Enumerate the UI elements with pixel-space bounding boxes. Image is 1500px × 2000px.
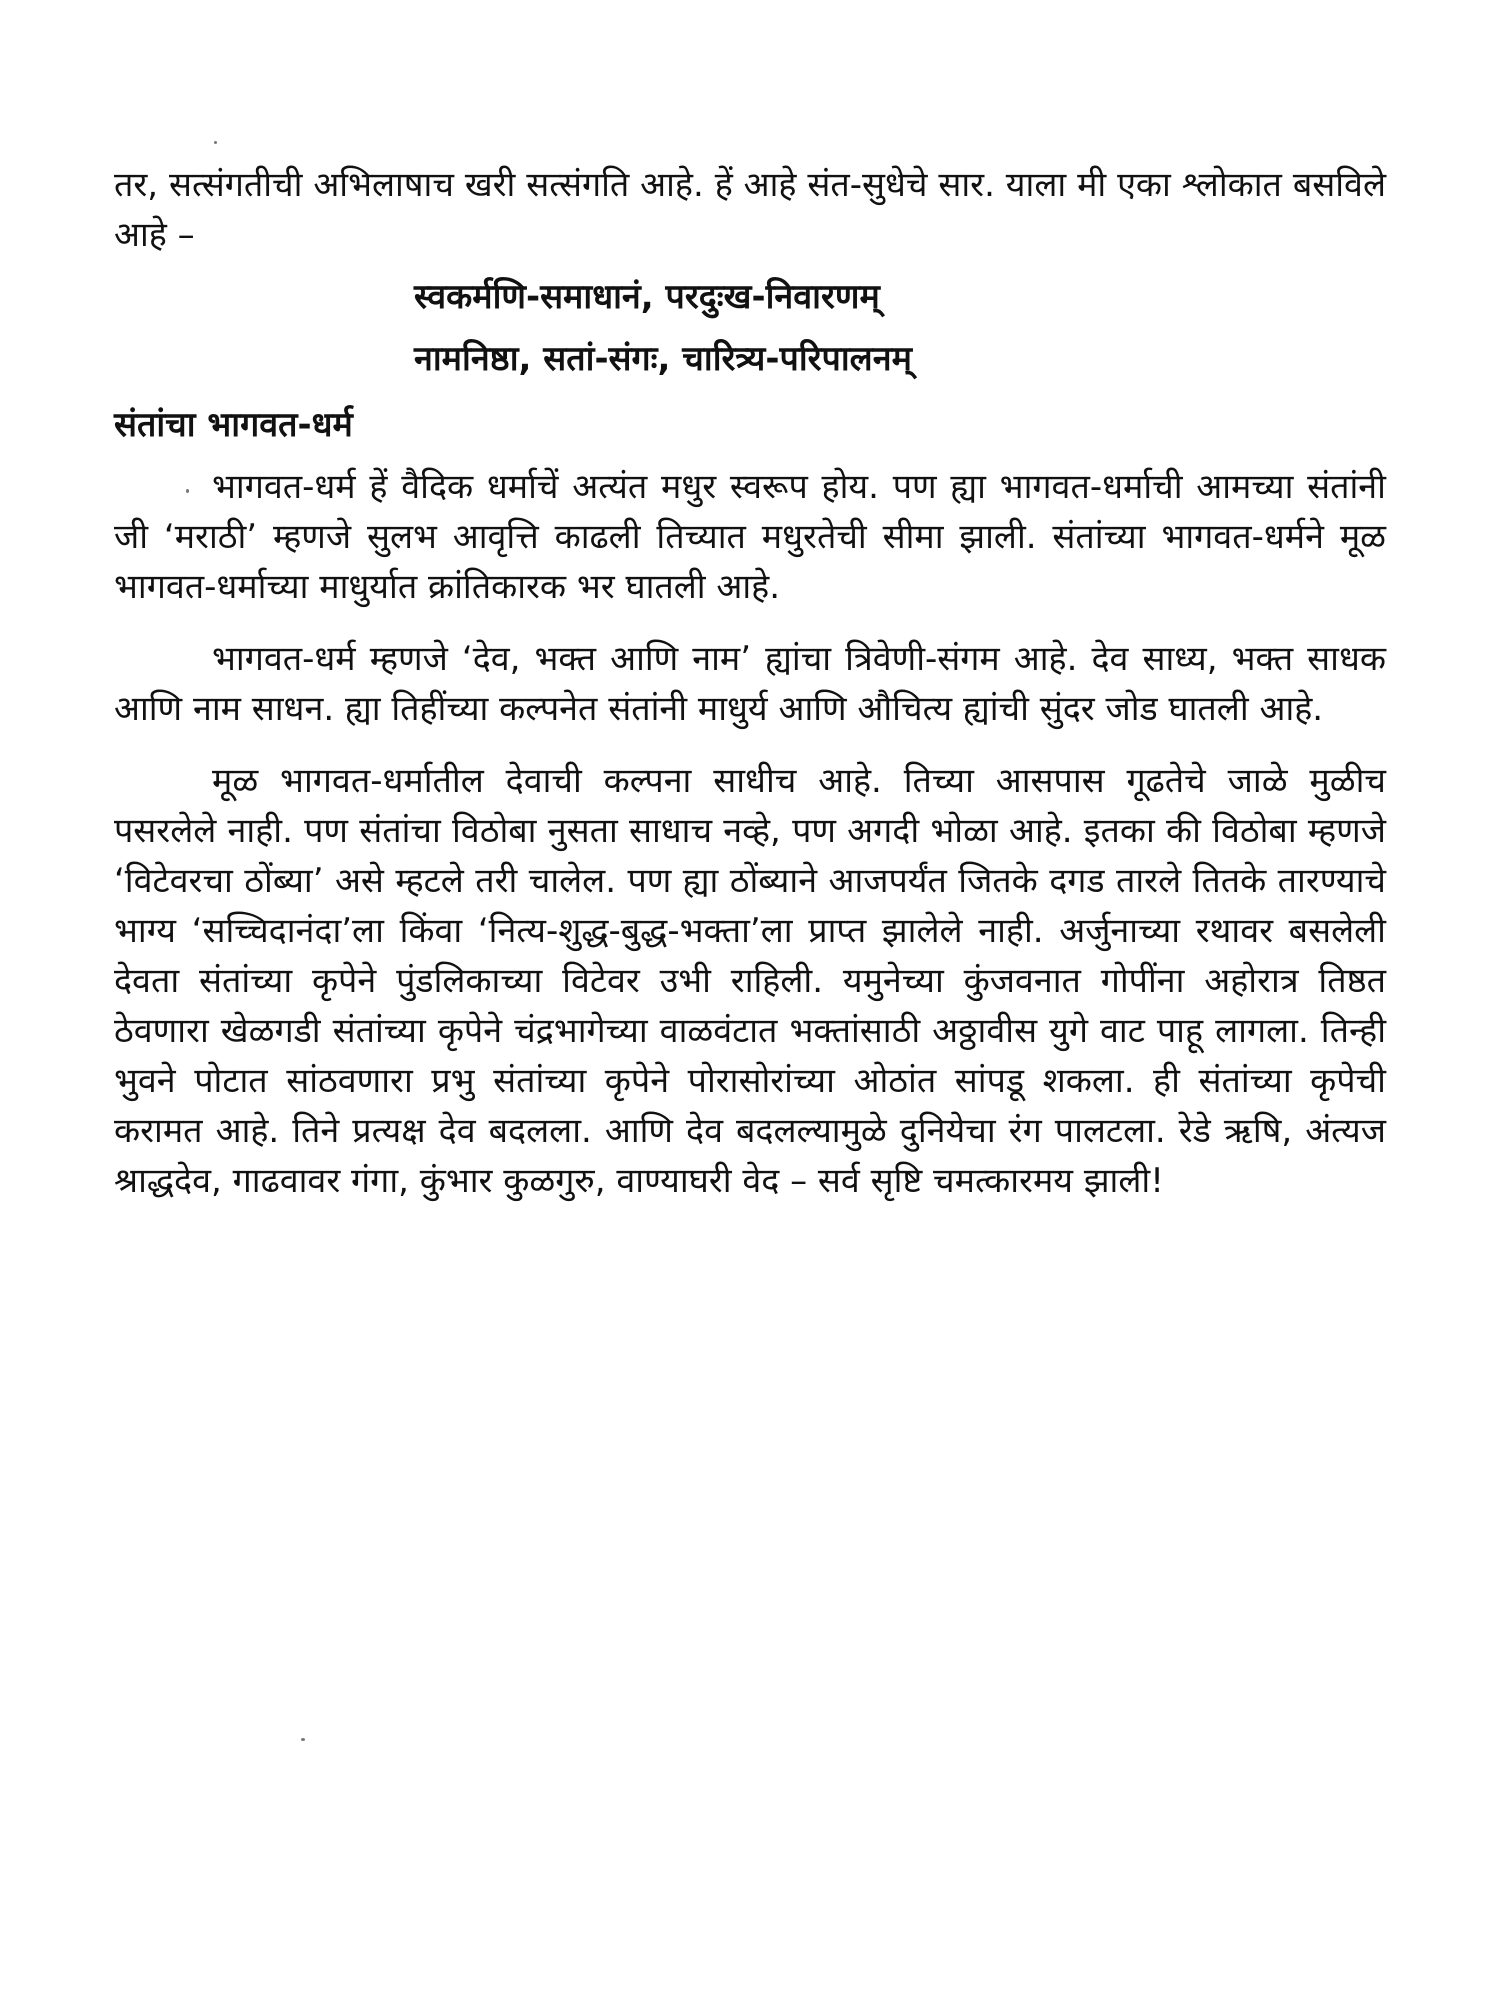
paragraph-gap — [114, 612, 1386, 634]
paragraph-gap — [114, 734, 1386, 756]
scan-speck — [301, 1738, 305, 1741]
intro-paragraph: तर, सत्संगतीची अभिलाषाच खरी सत्संगति आहे. हें आहे संत-सुधेचे सार. याला मी एका श्लोकात बसविले आहे – — [114, 165, 1386, 255]
sanskrit-verse — [114, 266, 1386, 390]
paragraph-3: मूळ भागवत-धर्मातील देवाची कल्पना साधीच आहे. तिच्या आसपास गूढतेचे जाळे मुळीच पसरलेले नाही. पण संतांचा विठोबा नुसता साधाच नव्हे, पण अगदी भोळा आहे. इतका की विठोबा म्हणजे ‘विटेवरचा ठोंब्या’ असे म्हटले तरी चालेल. पण ह्या ठोंब्याने आजपर्यंत जितके दगड तारले तितके तारण्याचे भाग्य ‘सच्चिदानंदा’ला किंवा ‘नित्य-शुद्ध-बुद्ध-भक्ता’ला प्राप्त झालेले नाही. अर्जुनाच्या रथावर बसलेली देवता संतांच्या कृपेने पुंडलिकाच्या विटेवर उभी राहिली. यमुनेच्या कुंजवनात गोपींना अहोरात्र तिष्ठत ठेवणारा खेळगडी संतांच्या कृपेने चंद्रभागेच्या वाळवंटात भक्तांसाठी अठ्ठावीस युगे वाट पाहू लागला. तिन्ही भुवने पोटात सांठवणारा प्रभु संतांच्या कृपेने पोरासोरांच्या ओठांत सांपडू शकला. ही संतांच्या कृपेची करामत आहे. तिने प्रत्यक्ष देव बदलला. आणि देव बदलल्यामुळे दुनियेचा रंग पालटला. रेडे ऋषि, अंत्यज श्राद्धदेव, गाढवावर गंगा, कुंभार कुळगुरु, वाण्याघरी वेद – सर्व सृष्टि चमत्कारमय झाली! — [114, 761, 1386, 1201]
verse-line-2: नामनिष्ठा, सतां-संगः, चारित्र्य-परिपालनम् — [414, 339, 912, 379]
scan-speck — [186, 489, 189, 493]
section-heading: संतांचा भागवत-धर्म — [114, 405, 353, 445]
scan-speck — [214, 141, 217, 144]
paragraph-1: भागवत-धर्म हें वैदिक धर्माचें अत्यंत मधुर स्वरूप होय. पण ह्या भागवत-धर्माची आमच्या संतांनी जी ‘मराठी’ म्हणजे सुलभ आवृत्ति काढली तिच्यात मधुरतेची सीमा झाली. संतांच्या भागवत-धर्मने मूळ भागवत-धर्माच्या माधुर्यात क्रांतिकारक भर घातली आहे. — [114, 467, 1386, 607]
document-page — [114, 160, 1386, 1206]
verse-line-1: स्वकर्मणि-समाधानं, परदुःख-निवारणम् — [414, 277, 880, 317]
paragraph-2: भागवत-धर्म म्हणजे ‘देव, भक्त आणि नाम’ ह्यांचा त्रिवेणी-संगम आहे. देव साध्य, भक्त साधक आणि नाम साधन. ह्या तिहींच्या कल्पनेत संतांनी माधुर्य आणि औचित्य ह्यांची सुंदर जोड घातली आहे. — [114, 639, 1386, 729]
